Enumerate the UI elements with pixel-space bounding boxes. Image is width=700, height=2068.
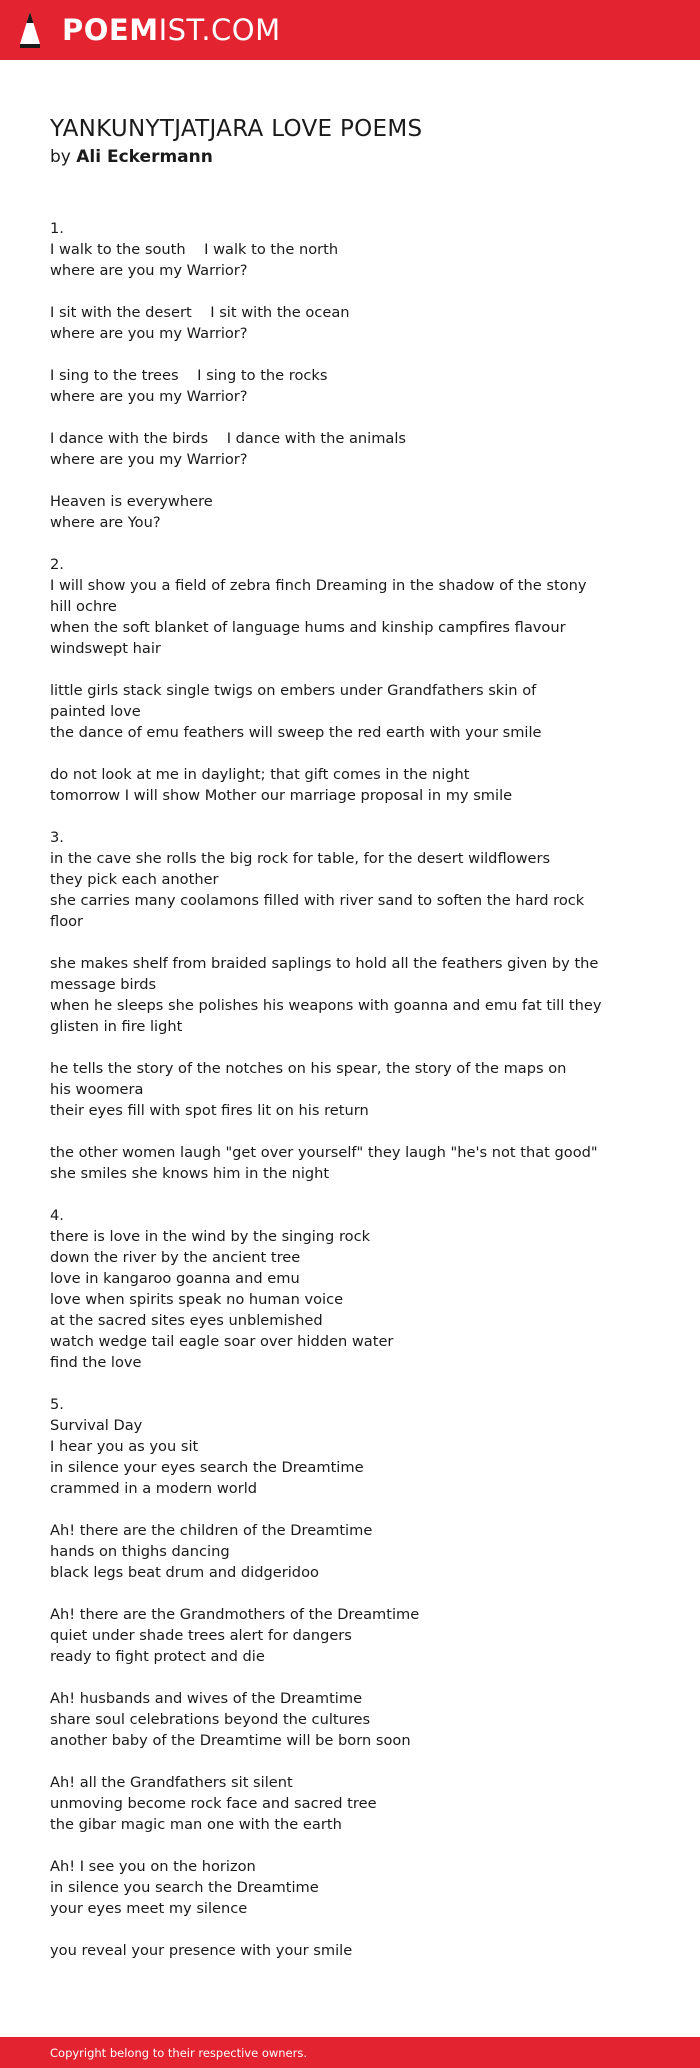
poem-line: down the river by the ancient tree xyxy=(50,1249,301,1266)
poem-line: where are you my Warrior? xyxy=(50,325,248,342)
poem-line: in the cave she rolls the big rock for table, for the desert wildflowers xyxy=(50,850,551,867)
poem-line: Survival Day xyxy=(50,1417,143,1434)
poem-title: YANKUNYTJATJARA LOVE POEMS xyxy=(50,116,423,142)
poem-line: Ah! husbands and wives of the Dreamtime xyxy=(50,1690,363,1707)
logo-light-text: IST.COM xyxy=(158,13,281,47)
stanza-break xyxy=(50,1751,570,1772)
poem-line: at the sacred sites eyes unblemished xyxy=(50,1312,323,1329)
stanza-break xyxy=(50,533,570,554)
byline xyxy=(50,147,213,167)
stanza-break xyxy=(50,659,570,680)
stanza-break xyxy=(50,470,570,491)
stanza-break xyxy=(50,1667,570,1688)
poem-line: love in kangaroo goanna and emu xyxy=(50,1270,300,1287)
logo-bold-text: POEM xyxy=(62,13,159,47)
poem-line: 3. xyxy=(50,829,64,846)
poem-line: in silence your eyes search the Dreamtime xyxy=(50,1459,364,1476)
poem-line: I sing to the trees I sing to the rocks xyxy=(50,367,328,384)
poem-line: Ah! there are the Grandmothers of the Dreamtime xyxy=(50,1606,420,1623)
poem-line: message birds xyxy=(50,976,157,993)
poem-line: 2. xyxy=(50,556,64,573)
poem-line: quiet under shade trees alert for dangers xyxy=(50,1627,352,1644)
poem-line: their eyes fill with spot fires lit on his return xyxy=(50,1102,369,1119)
stanza-break xyxy=(50,1373,570,1394)
poem-line: black legs beat drum and didgeridoo xyxy=(50,1564,319,1581)
stanza-break xyxy=(50,281,570,302)
stanza-break xyxy=(50,1583,570,1604)
poem-body xyxy=(50,218,602,1961)
poem-line: tomorrow I will show Mother our marriage proposal in my smile xyxy=(50,787,513,804)
poem-line: watch wedge tail eagle soar over hidden water xyxy=(50,1333,394,1350)
poem-line: his woomera xyxy=(50,1081,144,1098)
poem-line: in silence you search the Dreamtime xyxy=(50,1879,319,1896)
poem-line: when the soft blanket of language hums and kinship campfires flavour xyxy=(50,619,566,636)
poem-line: where are you my Warrior? xyxy=(50,262,248,279)
poem-line: where are you my Warrior? xyxy=(50,388,248,405)
poem-line: love when spirits speak no human voice xyxy=(50,1291,344,1308)
stanza-break xyxy=(50,407,570,428)
poem-line: find the love xyxy=(50,1354,142,1371)
stanza-break xyxy=(50,1121,570,1142)
poem-line: the gibar magic man one with the earth xyxy=(50,1816,342,1833)
stanza-break xyxy=(50,1037,570,1058)
poem-line: she carries many coolamons filled with river sand to soften the hard rock xyxy=(50,892,585,909)
poem-line: I will show you a field of zebra finch Dreaming in the shadow of the stony xyxy=(50,577,587,594)
poem-line: share soul celebrations beyond the cultures xyxy=(50,1711,371,1728)
stanza-break xyxy=(50,344,570,365)
poem-line: floor xyxy=(50,913,84,930)
poem-line: little girls stack single twigs on embers under Grandfathers skin of xyxy=(50,682,537,699)
poem-line: your eyes meet my silence xyxy=(50,1900,248,1917)
poem-line: Ah! there are the children of the Dreamtime xyxy=(50,1522,373,1539)
author-name[interactable]: Ali Eckermann xyxy=(76,147,213,167)
by-label: by xyxy=(50,147,71,167)
poem-line: she smiles she knows him in the night xyxy=(50,1165,330,1182)
poem-line: he tells the story of the notches on his spear, the story of the maps on xyxy=(50,1060,567,1077)
copyright-text: Copyright belong to their respective owners. xyxy=(50,2045,308,2060)
stanza-break xyxy=(50,806,570,827)
poem-line: there is love in the wind by the singing rock xyxy=(50,1228,371,1245)
poem-line: hill ochre xyxy=(50,598,117,615)
poem-line: when he sleeps she polishes his weapons with goanna and emu fat till they xyxy=(50,997,602,1014)
stanza-break xyxy=(50,1499,570,1520)
poem-line: I hear you as you sit xyxy=(50,1438,199,1455)
poem-line: painted love xyxy=(50,703,141,720)
pencil-tip-icon[interactable] xyxy=(18,10,42,50)
poem-line: Ah! I see you on the horizon xyxy=(50,1858,256,1875)
site-footer xyxy=(0,2037,700,2068)
site-header xyxy=(0,0,700,60)
poem-line: unmoving become rock face and sacred tree xyxy=(50,1795,377,1812)
stanza-break xyxy=(50,1919,570,1940)
poem-line: the other women laugh "get over yourself" they laugh "he's not that good" xyxy=(50,1144,598,1161)
poem-line: they pick each another xyxy=(50,871,219,888)
poem-line: where are you my Warrior? xyxy=(50,451,248,468)
poem-line: I walk to the south I walk to the north xyxy=(50,241,339,258)
poem-line: windswept hair xyxy=(50,640,161,657)
stanza-break xyxy=(50,1184,570,1205)
poem-line: do not look at me in daylight; that gift comes in the night xyxy=(50,766,470,783)
poem-line: 1. xyxy=(50,220,64,237)
poem-line: crammed in a modern world xyxy=(50,1480,258,1497)
poem-line: Heaven is everywhere xyxy=(50,493,213,510)
stanza-break xyxy=(50,1835,570,1856)
poem-line: I sit with the desert I sit with the ocean xyxy=(50,304,350,321)
poem-line: I dance with the birds I dance with the animals xyxy=(50,430,407,447)
poem-line: where are You? xyxy=(50,514,161,531)
poem-line: hands on thighs dancing xyxy=(50,1543,230,1560)
poem-line: 4. xyxy=(50,1207,64,1224)
site-logo[interactable] xyxy=(62,13,281,47)
poem-line: ready to fight protect and die xyxy=(50,1648,265,1665)
poem-line: glisten in fire light xyxy=(50,1018,183,1035)
poem-line: she makes shelf from braided saplings to hold all the feathers given by the xyxy=(50,955,599,972)
poem-line: the dance of emu feathers will sweep the red earth with your smile xyxy=(50,724,542,741)
poem-line: another baby of the Dreamtime will be born soon xyxy=(50,1732,411,1749)
stanza-break xyxy=(50,932,570,953)
stanza-break xyxy=(50,743,570,764)
poem-line: Ah! all the Grandfathers sit silent xyxy=(50,1774,293,1791)
poem-line: 5. xyxy=(50,1396,64,1413)
poem-line: you reveal your presence with your smile xyxy=(50,1942,353,1959)
